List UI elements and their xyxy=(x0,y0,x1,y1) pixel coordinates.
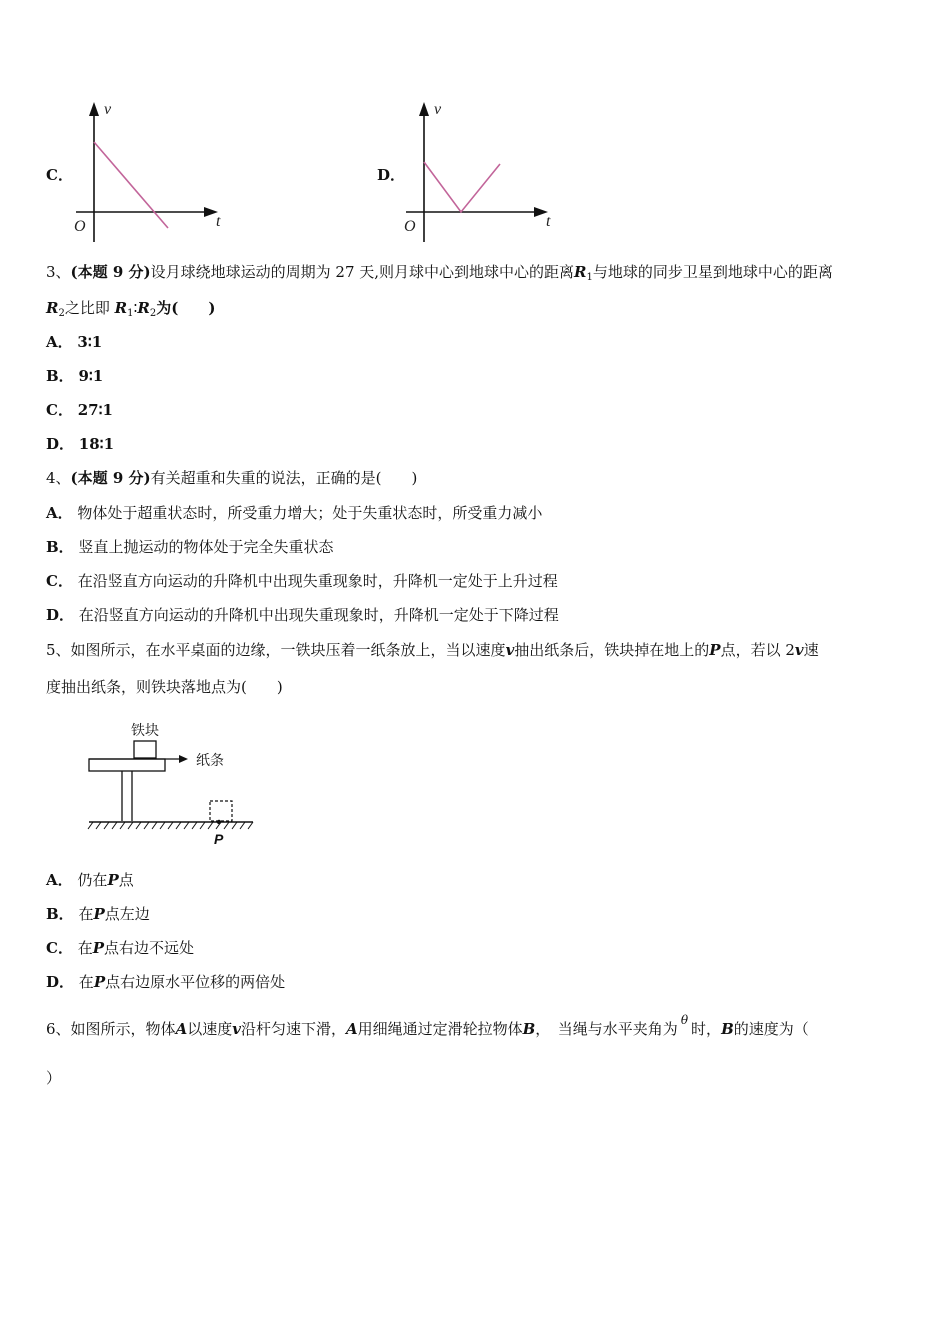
p-symbol: P xyxy=(107,871,119,889)
q3-ratio-sub1: 1 xyxy=(127,308,134,319)
q5-v-symbol: v xyxy=(505,641,515,659)
q4-number: 4、 xyxy=(46,469,71,487)
p-symbol: P xyxy=(92,939,105,957)
option-label: B． xyxy=(46,367,74,385)
option-label: A． xyxy=(46,333,73,351)
option-text: 18∶1 xyxy=(78,435,115,453)
q3-option-c xyxy=(46,400,113,420)
q3-colon: ∶ xyxy=(133,299,138,317)
option-text: 仍在 xyxy=(77,871,108,889)
option-text: 物体处于超重状态时，所受重力增大；处于失重状态时，所受重力减小 xyxy=(77,504,543,522)
option-label: D． xyxy=(46,973,75,991)
q5-option-c xyxy=(46,938,194,958)
q5-figure xyxy=(85,715,260,850)
q3-r2-symbol: R xyxy=(46,299,59,317)
graph-d-line xyxy=(424,162,500,212)
option-label: C． xyxy=(46,401,73,419)
option-text: 在沿竖直方向运动的升降机中出现失重现象时，升降机一定处于上升过程 xyxy=(77,572,558,590)
q5-point-p-label: P xyxy=(214,831,224,847)
option-label: C． xyxy=(46,939,73,957)
option-text: 9∶1 xyxy=(78,367,104,385)
q3-sub-1: 1 xyxy=(586,272,593,283)
p-symbol: P xyxy=(93,973,106,991)
q4-option-a xyxy=(46,503,542,523)
q5-v2-symbol: v xyxy=(794,641,804,659)
q6-number: 6、 xyxy=(46,1020,71,1038)
q3-text-4: 为( ) xyxy=(156,299,216,317)
graph-d-y-label: v xyxy=(434,101,442,118)
q5-option-b xyxy=(46,904,150,924)
q3-text-1: 设月球绕地球运动的周期为 27 天,则月球中心到地球中心的距离 xyxy=(150,263,575,281)
q3-number: 3、 xyxy=(46,263,71,281)
q4-marks: (本题 9 分) xyxy=(70,469,151,487)
q3-option-d xyxy=(46,434,114,454)
graph-d-origin-label: O xyxy=(404,218,416,235)
q5-text-4: 速 xyxy=(803,641,819,659)
q6-text-5: ， 当绳与水平夹角为 xyxy=(535,1020,678,1038)
option-text: 3∶1 xyxy=(77,333,103,351)
q3-r-symbol: R xyxy=(574,263,587,281)
q6-text-2: 以速度 xyxy=(187,1020,233,1038)
q4-text: 有关超重和失重的说法，正确的是( ) xyxy=(150,469,418,487)
option-label: D． xyxy=(46,606,75,624)
q6-v-symbol: v xyxy=(232,1020,241,1038)
option-text: 点右边原水平位移的两倍处 xyxy=(105,973,286,991)
option-text: 在沿竖直方向运动的升降机中出现失重现象时，升降机一定处于下降过程 xyxy=(78,606,559,624)
option-text: 点 xyxy=(118,871,134,889)
q5-option-d xyxy=(46,972,285,992)
q5-block-label: 铁块 xyxy=(131,722,159,738)
option-c-label: C． xyxy=(46,166,73,184)
q4-option-d xyxy=(46,605,559,625)
option-label: D． xyxy=(46,435,75,453)
q5-point-p-dot xyxy=(217,820,221,824)
q6-stem-line-2 xyxy=(46,1068,61,1088)
q6-theta-symbol: θ xyxy=(680,1013,689,1027)
option-label: C． xyxy=(46,572,73,590)
option-label: B． xyxy=(46,538,74,556)
q5-text-5: 度抽出纸条，则铁块落地点为( ) xyxy=(46,678,283,696)
option-label: B． xyxy=(46,905,74,923)
option-text: 在 xyxy=(77,939,93,957)
q6-a2-symbol: A xyxy=(345,1020,358,1038)
q6-text-1: 如图所示，物体 xyxy=(70,1020,176,1038)
graph-c-y-label: v xyxy=(104,101,112,118)
q6-text-3: 沿杆匀速下滑， xyxy=(240,1020,346,1038)
q3-text-3: 之比即 xyxy=(64,299,110,317)
q5-paper-label: 纸条 xyxy=(196,752,224,768)
q3-ratio-sub2: 2 xyxy=(149,308,157,319)
q5-stem-line-2 xyxy=(46,677,283,697)
q3-line-1 xyxy=(46,262,833,288)
q6-a-symbol: A xyxy=(175,1020,188,1038)
q5-table-top xyxy=(89,759,165,771)
option-text: 点右边不远处 xyxy=(104,939,195,957)
q5-text-3: 点，若以 2 xyxy=(720,641,795,659)
graph-d-y-arrow xyxy=(419,102,429,116)
q5-text-1: 如图所示，在水平桌面的边缘，一铁块压着一纸条放上，当以速度 xyxy=(70,641,506,659)
q4-option-b xyxy=(46,537,333,557)
q3-option-b xyxy=(46,366,103,386)
q6-text-6: 时， xyxy=(691,1020,722,1038)
option-label: A． xyxy=(46,504,73,522)
graph-c xyxy=(70,100,230,245)
q4-stem xyxy=(46,468,417,488)
q5-p-symbol: P xyxy=(709,641,721,659)
q3-option-a xyxy=(46,332,102,352)
q3-text-2: 与地球的同步卫星到地球中心的距离 xyxy=(592,263,833,281)
option-text: 在 xyxy=(78,973,94,991)
q6-text-4: 用细绳通过定滑轮拉物体 xyxy=(357,1020,523,1038)
graph-d-x-label: t xyxy=(546,213,551,230)
graph-c-line xyxy=(94,142,168,228)
option-d-label: D． xyxy=(377,166,406,184)
option-text: 竖直上抛运动的物体处于完全失重状态 xyxy=(78,538,334,556)
q3-line-2 xyxy=(46,298,215,324)
q6-text-7: 的速度为（ xyxy=(733,1020,809,1038)
graph-d xyxy=(400,100,560,245)
q3-ratio-r1: R xyxy=(114,299,128,317)
option-text: 27∶1 xyxy=(77,401,113,419)
option-text: 在 xyxy=(78,905,94,923)
p-symbol: P xyxy=(93,905,105,923)
q5-ground-hatch xyxy=(88,822,253,829)
option-label: A． xyxy=(46,871,73,889)
q3-ratio-r2: R xyxy=(137,299,150,317)
option-text: 点左边 xyxy=(104,905,150,923)
q3-marks: (本题 9 分) xyxy=(70,263,151,281)
q6-stem-line-1 xyxy=(46,1013,809,1040)
q5-number: 5、 xyxy=(46,641,71,659)
q4-option-c xyxy=(46,571,558,591)
graph-c-y-arrow xyxy=(89,102,99,116)
q5-text-2: 抽出纸条后，铁块掉在地上的 xyxy=(514,641,710,659)
q6-close-paren: ） xyxy=(46,1069,62,1087)
q3-r2-sub: 2 xyxy=(58,308,65,319)
q6-b2-symbol: B xyxy=(721,1020,734,1038)
q5-landing-outline xyxy=(210,801,232,821)
graph-c-origin-label: O xyxy=(74,218,86,235)
q5-option-a xyxy=(46,870,134,890)
q5-paper-arrow xyxy=(179,755,188,763)
q6-b-symbol: B xyxy=(522,1020,536,1038)
graph-c-x-label: t xyxy=(216,213,221,230)
q5-iron-block xyxy=(134,741,156,758)
q5-stem-line-1 xyxy=(46,640,819,660)
